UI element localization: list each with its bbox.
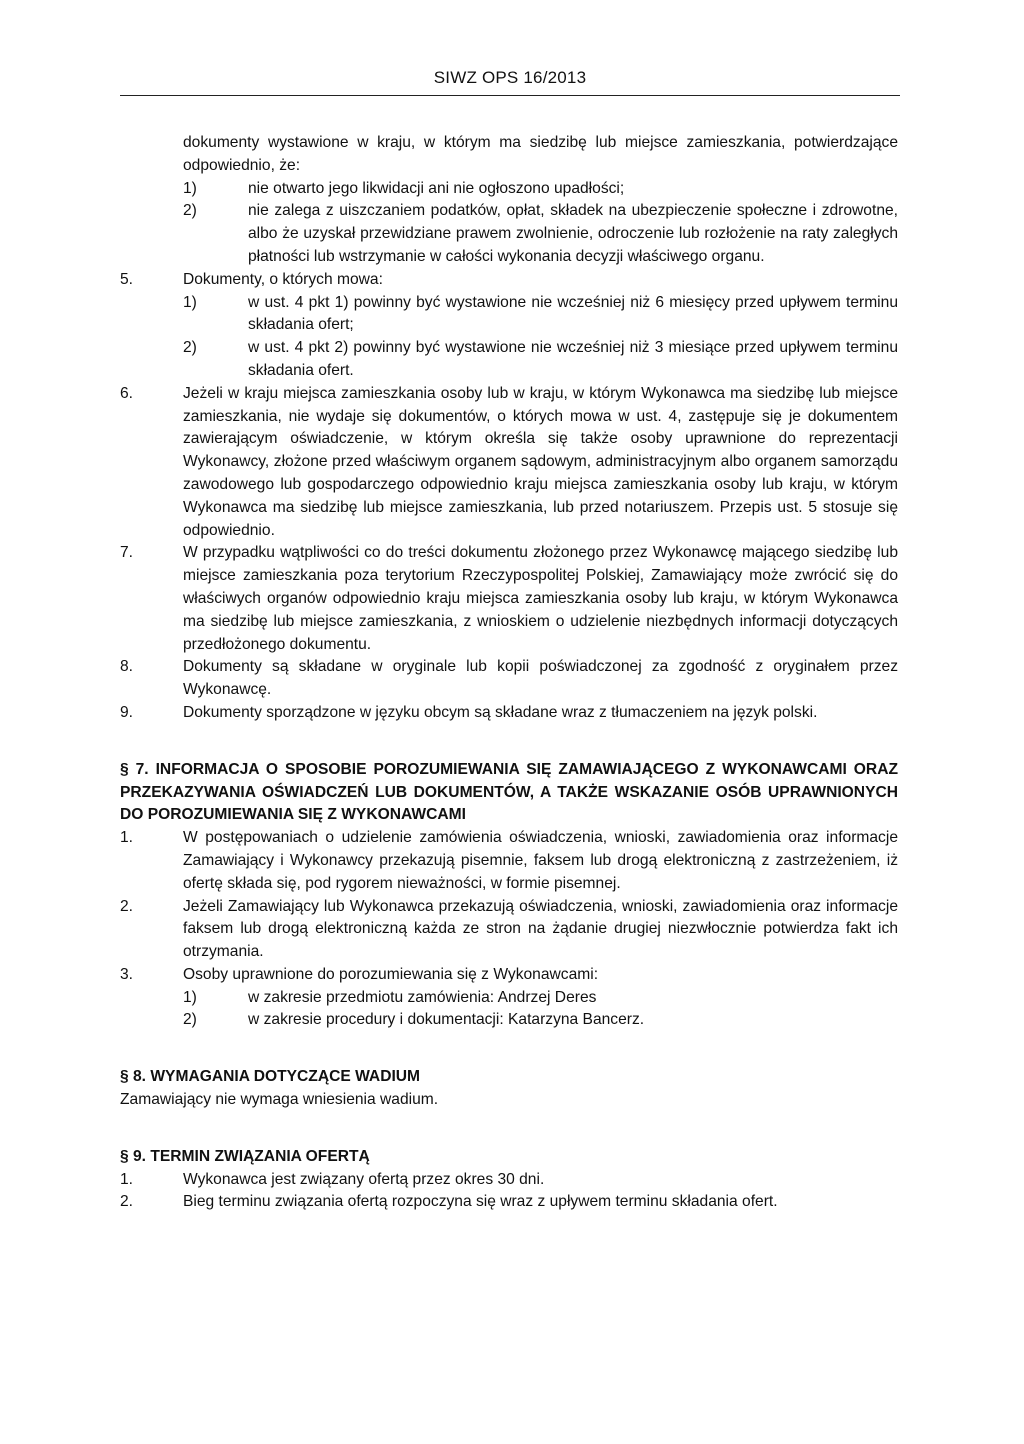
list-item-number: 2. — [120, 1193, 134, 1211]
list-item — [120, 542, 898, 656]
sub-item-number: 1) — [183, 293, 197, 311]
intro-item-number: 2) — [183, 202, 197, 220]
list-item-text: Jeżeli w kraju miejsca zamieszkania osoby lub w kraju, w którym Wykonawca ma siedzibę lub miejsce zamieszkania, nie wydaje się dokumentów, o których mowa w ust. 4, zastępuje się je dokumentem zawierającym oświadczenie, w którym określa się także osoby uprawnione do reprezentacji Wykonawcy, złożone przed właściwym organem sądowym, administracyjnym albo organem samorządu zawodowego lub gospodarczego odpowiednio kraju miejsca zamieszkania osoby lub kraju, w którym Wykonawca ma siedzibę lub miejsce zamieszkania, lub przed notariuszem. Przepis ust. 5 stosuje się odpowiednio. — [183, 384, 898, 539]
sub-item-text: w zakresie procedury i dokumentacji: Katarzyna Bancerz. — [248, 1011, 645, 1029]
sub-item-number: 2) — [183, 339, 197, 357]
list-item — [120, 1169, 898, 1192]
section-heading: § 7. INFORMACJA O SPOSOBIE POROZUMIEWANIA SIĘ ZAMAWIAJĄCEGO Z WYKONAWCAMI ORAZ PRZEKAZYWANIA OŚWIADCZEŃ LUB DOKUMENTÓW, A TAKŻE WSKAZANIE OSÓB UPRAWNIONYCH DO POROZUMIEWANIA SIĘ Z WYKONAWCAMI — [120, 760, 898, 824]
intro-item-number: 1) — [183, 179, 197, 197]
list-item-number: 8. — [120, 658, 134, 676]
section-heading: § 9. TERMIN ZWIĄZANIA OFERTĄ — [120, 1147, 370, 1165]
page-header-title: SIWZ OPS 16/2013 — [433, 68, 587, 87]
intro-item-text: nie otwarto jego likwidacji ani nie ogłoszono upadłości; — [248, 179, 625, 197]
list-item — [120, 269, 898, 292]
list-item — [120, 896, 898, 964]
list-item — [120, 656, 898, 702]
section-heading: § 8. WYMAGANIA DOTYCZĄCE WADIUM — [120, 1068, 421, 1086]
intro-item-text: nie zalega z uiszczaniem podatków, opłat, składek na ubezpieczenie społeczne i zdrowotne, albo że uzyskał przewidziane prawem zwolnienie, odroczenie lub rozłożenie na raty zaległych płatności lub wstrzymanie w całości wykonania decyzji właściwego organu. — [248, 202, 898, 265]
list-item-number: 7. — [120, 544, 134, 562]
list-item — [120, 383, 898, 543]
list-item — [120, 702, 898, 725]
list-item — [120, 1191, 898, 1214]
list-item-number: 1. — [120, 829, 134, 847]
document-body — [120, 132, 898, 1214]
sub-item-number: 2) — [183, 1011, 197, 1029]
section-paragraph: Zamawiający nie wymaga wniesienia wadium. — [120, 1091, 439, 1109]
sub-list-item — [120, 987, 898, 1010]
sub-item-text: w ust. 4 pkt 1) powinny być wystawione nie wcześniej niż 6 miesięcy przed upływem terminu składania ofert; — [248, 293, 898, 334]
list-item-text: W przypadku wątpliwości co do treści dokumentu złożonego przez Wykonawcę mającego siedzibę lub miejsce zamieszkania poza terytorium Rzeczypospolitej Polskiej, Zamawiający może zwrócić się do właściwych organów odpowiednio kraju miejsca zamieszkania osoby lub kraju, w którym Wykonawca ma siedzibę lub miejsce zamieszkania, z wnioskiem o udzielenie niezbędnych informacji dotyczących przedłożonego dokumentu. — [183, 544, 898, 653]
sub-list-item — [120, 337, 898, 383]
list-item-text: Dokumenty, o których mowa: — [183, 270, 383, 288]
list-item-number: 6. — [120, 384, 134, 402]
sub-item-text: w ust. 4 pkt 2) powinny być wystawione nie wcześniej niż 3 miesiące przed upływem terminu składania ofert. — [248, 339, 898, 379]
list-item-number: 3. — [120, 965, 134, 983]
intro-paragraph: dokumenty wystawione w kraju, w którym ma siedzibę lub miejsce zamieszkania, potwierdzające odpowiednio, że: — [183, 134, 898, 174]
list-item-text: Dokumenty są składane w oryginale lub kopii poświadczonej za zgodność z oryginałem przez Wykonawcę. — [183, 658, 898, 699]
list-item-text: Bieg terminu związania ofertą rozpoczyna się wraz z upływem terminu składania ofert. — [183, 1193, 778, 1211]
list-item-number: 1. — [120, 1170, 134, 1188]
list-item-number: 9. — [120, 703, 134, 721]
intro-item — [120, 178, 898, 201]
list-item-number: 2. — [120, 897, 134, 915]
list-item-text: Dokumenty sporządzone w języku obcym są składane wraz z tłumaczeniem na język polski. — [183, 703, 818, 721]
sub-item-number: 1) — [183, 988, 197, 1006]
list-item-text: Jeżeli Zamawiający lub Wykonawca przekazują oświadczenia, wnioski, zawiadomienia oraz informacje faksem lub drogą elektroniczną każda ze stron na żądanie drugiej niezwłocznie potwierdza fakt ich otrzymania. — [183, 897, 898, 961]
list-item-number: 5. — [120, 270, 134, 288]
sub-list-item — [120, 1009, 898, 1032]
list-item-text: Osoby uprawnione do porozumiewania się z Wykonawcami: — [183, 965, 599, 983]
header-divider — [120, 95, 900, 96]
sub-list-item — [120, 292, 898, 338]
list-item — [120, 827, 898, 895]
intro-item — [120, 200, 898, 268]
list-item-text: W postępowaniach o udzielenie zamówienia oświadczenia, wnioski, zawiadomienia oraz informacje Zamawiający i Wykonawcy przekazują pisemnie, faksem lub drogą elektroniczną z zastrzeżeniem, iż ofertę składa się, pod rygorem nieważności, w formie pisemnej. — [183, 829, 898, 892]
list-item — [120, 964, 898, 987]
list-item-text: Wykonawca jest związany ofertą przez okres 30 dni. — [183, 1170, 545, 1188]
sub-item-text: w zakresie przedmiotu zamówienia: Andrzej Deres — [248, 988, 597, 1006]
